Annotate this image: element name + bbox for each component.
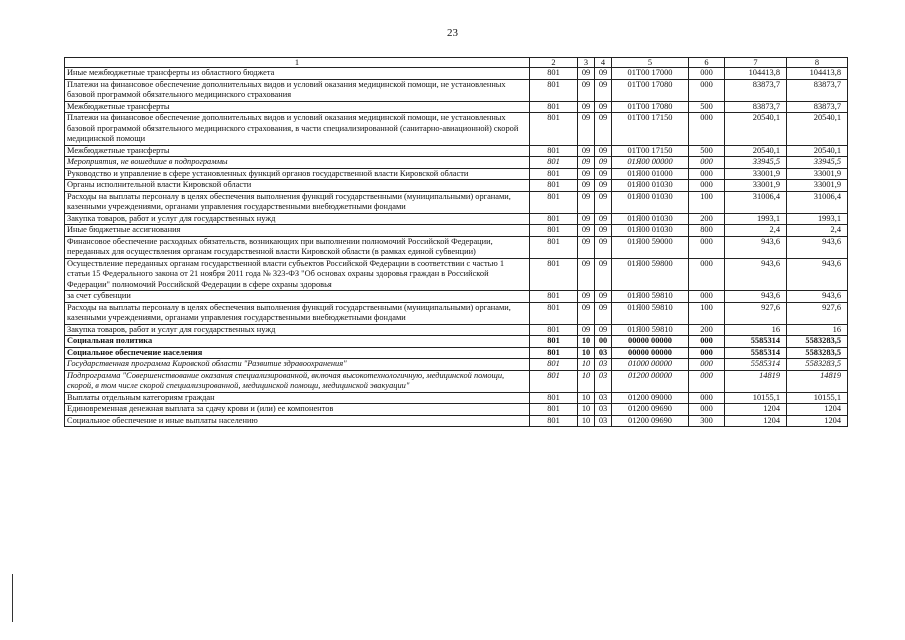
row-subsection-cell: 09 — [595, 180, 612, 192]
row-subsection-cell: 09 — [595, 236, 612, 258]
row-section-cell: 09 — [578, 258, 595, 291]
row-expense-type-cell: 000 — [689, 168, 725, 180]
row-target-cell: 01Т00 17150 — [612, 145, 689, 157]
row-amount-cell: 10155,1 — [725, 392, 787, 404]
row-amount-cell: 10155,1 — [787, 392, 848, 404]
row-name-cell: Органы исполнительной власти Кировской области — [65, 180, 530, 192]
row-target-cell: 01Я00 01030 — [612, 191, 689, 213]
table-row — [65, 225, 848, 237]
row-target-cell: 00000 00000 — [612, 347, 689, 359]
row-expense-type-cell: 000 — [689, 404, 725, 416]
row-amount-cell: 16 — [787, 324, 848, 336]
row-expense-type-cell: 200 — [689, 324, 725, 336]
row-expense-type-cell: 100 — [689, 302, 725, 324]
row-target-cell: 01Я00 01030 — [612, 180, 689, 192]
table-row — [65, 213, 848, 225]
row-name-cell: Межбюджетные трансферты — [65, 145, 530, 157]
row-target-cell: 01Я00 59810 — [612, 324, 689, 336]
row-name-cell: Мероприятия, не вошедшие в подпрограммы — [65, 157, 530, 169]
row-code-cell: 801 — [530, 302, 578, 324]
row-target-cell: 01200 09690 — [612, 415, 689, 427]
row-code-cell: 801 — [530, 236, 578, 258]
margin-mark — [12, 574, 13, 622]
row-code-cell: 801 — [530, 101, 578, 113]
row-amount-cell: 104413,8 — [725, 68, 787, 80]
row-expense-type-cell: 500 — [689, 145, 725, 157]
row-expense-type-cell: 500 — [689, 101, 725, 113]
row-target-cell: 01Я00 00000 — [612, 157, 689, 169]
row-amount-cell: 31006,4 — [725, 191, 787, 213]
row-amount-cell: 1204 — [725, 415, 787, 427]
row-amount-cell: 33945,5 — [725, 157, 787, 169]
row-amount-cell: 33001,9 — [787, 180, 848, 192]
row-name-cell: Государственная программа Кировской области "Развитие здравоохранения" — [65, 359, 530, 371]
row-code-cell: 801 — [530, 213, 578, 225]
row-name-cell: Финансовое обеспечение расходных обязательств, возникающих при выполнении полномочий Российской Федерации, переданных для осуществления органам государственной власти Кировской области (в рамках единой субвенции) — [65, 236, 530, 258]
table-row — [65, 415, 848, 427]
table-row — [65, 236, 848, 258]
row-amount-cell: 1204 — [787, 415, 848, 427]
row-subsection-cell: 03 — [595, 370, 612, 392]
row-section-cell: 10 — [578, 392, 595, 404]
row-target-cell: 01Т00 17080 — [612, 101, 689, 113]
row-section-cell: 09 — [578, 68, 595, 80]
row-subsection-cell: 09 — [595, 168, 612, 180]
table-row — [65, 113, 848, 146]
row-subsection-cell: 03 — [595, 392, 612, 404]
row-code-cell: 801 — [530, 404, 578, 416]
row-code-cell: 801 — [530, 68, 578, 80]
row-target-cell: 01200 00000 — [612, 370, 689, 392]
table-row — [65, 291, 848, 303]
row-amount-cell: 5583283,5 — [787, 347, 848, 359]
row-subsection-cell: 09 — [595, 145, 612, 157]
row-amount-cell: 33945,5 — [787, 157, 848, 169]
row-code-cell: 801 — [530, 180, 578, 192]
row-name-cell: Подпрограмма "Совершенствование оказания специализированной, включая высокотехнологичную, медицинской помощи, скорой, в том числе скорой специализированной, медицинской помощи, медицинской эвакуации" — [65, 370, 530, 392]
table-row — [65, 370, 848, 392]
row-amount-cell: 927,6 — [787, 302, 848, 324]
row-expense-type-cell: 000 — [689, 180, 725, 192]
table-row — [65, 258, 848, 291]
header-cell: 3 — [578, 58, 595, 68]
row-code-cell: 801 — [530, 113, 578, 146]
row-section-cell: 09 — [578, 225, 595, 237]
row-name-cell: Межбюджетные трансферты — [65, 101, 530, 113]
row-amount-cell: 5585314 — [725, 336, 787, 348]
row-name-cell: Иные бюджетные ассигнования — [65, 225, 530, 237]
budget-table — [64, 57, 848, 427]
row-section-cell: 10 — [578, 370, 595, 392]
row-target-cell: 00000 00000 — [612, 336, 689, 348]
row-amount-cell: 33001,9 — [725, 180, 787, 192]
row-name-cell: Социальная политика — [65, 336, 530, 348]
row-expense-type-cell: 000 — [689, 336, 725, 348]
row-name-cell: Платежи на финансовое обеспечение дополнительных видов и условий оказания медицинской помощи, не установленных базовой программой обязательного медицинского страхования, в части специализированной (санитарно-авиационной) скорой медицинской помощи — [65, 113, 530, 146]
row-section-cell: 09 — [578, 213, 595, 225]
row-expense-type-cell: 000 — [689, 157, 725, 169]
row-expense-type-cell: 000 — [689, 258, 725, 291]
row-name-cell: Платежи на финансовое обеспечение дополнительных видов и условий оказания медицинской помощи, не установленных базовой программой обязательного медицинского страхования — [65, 79, 530, 101]
table-row — [65, 68, 848, 80]
row-amount-cell: 20540,1 — [725, 113, 787, 146]
row-amount-cell: 33001,9 — [725, 168, 787, 180]
row-section-cell: 09 — [578, 113, 595, 146]
row-amount-cell: 5583283,5 — [787, 336, 848, 348]
row-target-cell: 01Я00 01030 — [612, 225, 689, 237]
table-row — [65, 359, 848, 371]
row-name-cell: Выплаты отдельным категориям граждан — [65, 392, 530, 404]
table-row — [65, 404, 848, 416]
row-code-cell: 801 — [530, 347, 578, 359]
row-code-cell: 801 — [530, 157, 578, 169]
row-expense-type-cell: 800 — [689, 225, 725, 237]
row-target-cell: 01Я00 59000 — [612, 236, 689, 258]
row-section-cell: 09 — [578, 168, 595, 180]
table-row — [65, 302, 848, 324]
row-subsection-cell: 09 — [595, 302, 612, 324]
table-row — [65, 157, 848, 169]
header-cell: 2 — [530, 58, 578, 68]
row-amount-cell: 2,4 — [787, 225, 848, 237]
row-subsection-cell: 09 — [595, 101, 612, 113]
row-subsection-cell: 09 — [595, 213, 612, 225]
row-target-cell: 01000 00000 — [612, 359, 689, 371]
row-code-cell: 801 — [530, 168, 578, 180]
table-row — [65, 101, 848, 113]
row-section-cell: 09 — [578, 101, 595, 113]
row-amount-cell: 5583283,5 — [787, 359, 848, 371]
row-amount-cell: 5585314 — [725, 359, 787, 371]
table-row — [65, 347, 848, 359]
header-row — [65, 58, 848, 68]
table-row — [65, 392, 848, 404]
table-row — [65, 168, 848, 180]
row-code-cell: 801 — [530, 191, 578, 213]
row-expense-type-cell: 000 — [689, 68, 725, 80]
row-subsection-cell: 00 — [595, 336, 612, 348]
row-subsection-cell: 09 — [595, 68, 612, 80]
row-section-cell: 09 — [578, 145, 595, 157]
header-cell: 1 — [65, 58, 530, 68]
row-code-cell: 801 — [530, 145, 578, 157]
row-section-cell: 09 — [578, 180, 595, 192]
row-subsection-cell: 09 — [595, 113, 612, 146]
row-section-cell: 10 — [578, 336, 595, 348]
row-name-cell: Социальное обеспечение населения — [65, 347, 530, 359]
row-section-cell: 10 — [578, 404, 595, 416]
table-row — [65, 180, 848, 192]
row-amount-cell: 104413,8 — [787, 68, 848, 80]
row-name-cell: Социальное обеспечение и иные выплаты населению — [65, 415, 530, 427]
row-target-cell: 01Т00 17150 — [612, 113, 689, 146]
table-row — [65, 145, 848, 157]
row-expense-type-cell: 000 — [689, 347, 725, 359]
row-target-cell: 01200 09000 — [612, 392, 689, 404]
row-amount-cell: 14819 — [787, 370, 848, 392]
row-section-cell: 09 — [578, 291, 595, 303]
row-subsection-cell: 09 — [595, 324, 612, 336]
row-name-cell: Расходы на выплаты персоналу в целях обеспечения выполнения функций государственными (муниципальными) органами, казенными учреждениями, органами управления государственными внебюджетными фондами — [65, 191, 530, 213]
table-row — [65, 191, 848, 213]
row-section-cell: 10 — [578, 415, 595, 427]
row-expense-type-cell: 000 — [689, 79, 725, 101]
row-section-cell: 09 — [578, 302, 595, 324]
row-amount-cell: 31006,4 — [787, 191, 848, 213]
row-subsection-cell: 03 — [595, 359, 612, 371]
row-amount-cell: 20540,1 — [725, 145, 787, 157]
row-subsection-cell: 03 — [595, 415, 612, 427]
table-row — [65, 324, 848, 336]
row-target-cell: 01Я00 01030 — [612, 213, 689, 225]
row-subsection-cell: 09 — [595, 225, 612, 237]
row-amount-cell: 83873,7 — [787, 79, 848, 101]
row-expense-type-cell: 000 — [689, 359, 725, 371]
row-amount-cell: 1204 — [787, 404, 848, 416]
header-cell: 7 — [725, 58, 787, 68]
row-target-cell: 01200 09690 — [612, 404, 689, 416]
row-amount-cell: 943,6 — [787, 258, 848, 291]
row-code-cell: 801 — [530, 370, 578, 392]
header-cell: 5 — [612, 58, 689, 68]
row-code-cell: 801 — [530, 392, 578, 404]
header-cell: 4 — [595, 58, 612, 68]
header-cell: 8 — [787, 58, 848, 68]
row-expense-type-cell: 000 — [689, 236, 725, 258]
row-amount-cell: 1204 — [725, 404, 787, 416]
row-amount-cell: 927,6 — [725, 302, 787, 324]
row-target-cell: 01Т00 17080 — [612, 79, 689, 101]
row-target-cell: 01Я00 59810 — [612, 302, 689, 324]
row-amount-cell: 14819 — [725, 370, 787, 392]
row-target-cell: 01Я00 59800 — [612, 258, 689, 291]
row-amount-cell: 943,6 — [725, 236, 787, 258]
row-target-cell: 01Я00 01000 — [612, 168, 689, 180]
row-amount-cell: 33001,9 — [787, 168, 848, 180]
row-code-cell: 801 — [530, 324, 578, 336]
row-section-cell: 09 — [578, 191, 595, 213]
row-section-cell: 09 — [578, 324, 595, 336]
row-name-cell: Закупка товаров, работ и услуг для государственных нужд — [65, 324, 530, 336]
row-name-cell: Расходы на выплаты персоналу в целях обеспечения выполнения функций государственными (муниципальными) органами, казенными учреждениями, органами управления государственными внебюджетными фондами — [65, 302, 530, 324]
row-code-cell: 801 — [530, 291, 578, 303]
row-code-cell: 801 — [530, 415, 578, 427]
table-row — [65, 336, 848, 348]
row-name-cell: Руководство и управление в сфере установленных функций органов государственной власти Кировской области — [65, 168, 530, 180]
row-subsection-cell: 03 — [595, 404, 612, 416]
row-amount-cell: 943,6 — [787, 236, 848, 258]
row-subsection-cell: 09 — [595, 258, 612, 291]
row-target-cell: 01Т00 17000 — [612, 68, 689, 80]
row-code-cell: 801 — [530, 225, 578, 237]
row-section-cell: 10 — [578, 347, 595, 359]
row-section-cell: 09 — [578, 236, 595, 258]
row-amount-cell: 20540,1 — [787, 113, 848, 146]
row-code-cell: 801 — [530, 79, 578, 101]
row-code-cell: 801 — [530, 258, 578, 291]
row-amount-cell: 83873,7 — [725, 79, 787, 101]
row-section-cell: 09 — [578, 79, 595, 101]
row-name-cell: Закупка товаров, работ и услуг для государственных нужд — [65, 213, 530, 225]
row-subsection-cell: 09 — [595, 79, 612, 101]
row-amount-cell: 16 — [725, 324, 787, 336]
row-subsection-cell: 09 — [595, 291, 612, 303]
row-amount-cell: 1993,1 — [787, 213, 848, 225]
row-expense-type-cell: 000 — [689, 392, 725, 404]
row-expense-type-cell: 000 — [689, 291, 725, 303]
row-expense-type-cell: 300 — [689, 415, 725, 427]
row-name-cell: Единовременная денежная выплата за сдачу крови и (или) ее компонентов — [65, 404, 530, 416]
row-expense-type-cell: 000 — [689, 113, 725, 146]
row-code-cell: 801 — [530, 336, 578, 348]
row-subsection-cell: 03 — [595, 347, 612, 359]
row-amount-cell: 2,4 — [725, 225, 787, 237]
row-amount-cell: 5585314 — [725, 347, 787, 359]
row-amount-cell: 83873,7 — [725, 101, 787, 113]
page-number: 23 — [447, 27, 458, 39]
row-expense-type-cell: 100 — [689, 191, 725, 213]
table-row — [65, 79, 848, 101]
row-section-cell: 10 — [578, 359, 595, 371]
row-subsection-cell: 09 — [595, 157, 612, 169]
row-amount-cell: 943,6 — [725, 258, 787, 291]
row-amount-cell: 943,6 — [725, 291, 787, 303]
row-section-cell: 09 — [578, 157, 595, 169]
row-amount-cell: 83873,7 — [787, 101, 848, 113]
row-name-cell: Осуществление переданных органам государственной власти субъектов Российской Федерации в соответствии с частью 1 статьи 15 Федерального закона от 21 ноября 2011 года № 323-ФЗ "Об основах охраны здоровья граждан в Российской Федерации" полномочий Российской Федерации в сфере охраны здоровья — [65, 258, 530, 291]
row-name-cell: Иные межбюджетные трансферты из областного бюджета — [65, 68, 530, 80]
row-expense-type-cell: 000 — [689, 370, 725, 392]
header-cell: 6 — [689, 58, 725, 68]
row-amount-cell: 20540,1 — [787, 145, 848, 157]
row-subsection-cell: 09 — [595, 191, 612, 213]
row-target-cell: 01Я00 59810 — [612, 291, 689, 303]
row-code-cell: 801 — [530, 359, 578, 371]
row-name-cell: за счет субвенции — [65, 291, 530, 303]
row-expense-type-cell: 200 — [689, 213, 725, 225]
row-amount-cell: 943,6 — [787, 291, 848, 303]
row-amount-cell: 1993,1 — [725, 213, 787, 225]
